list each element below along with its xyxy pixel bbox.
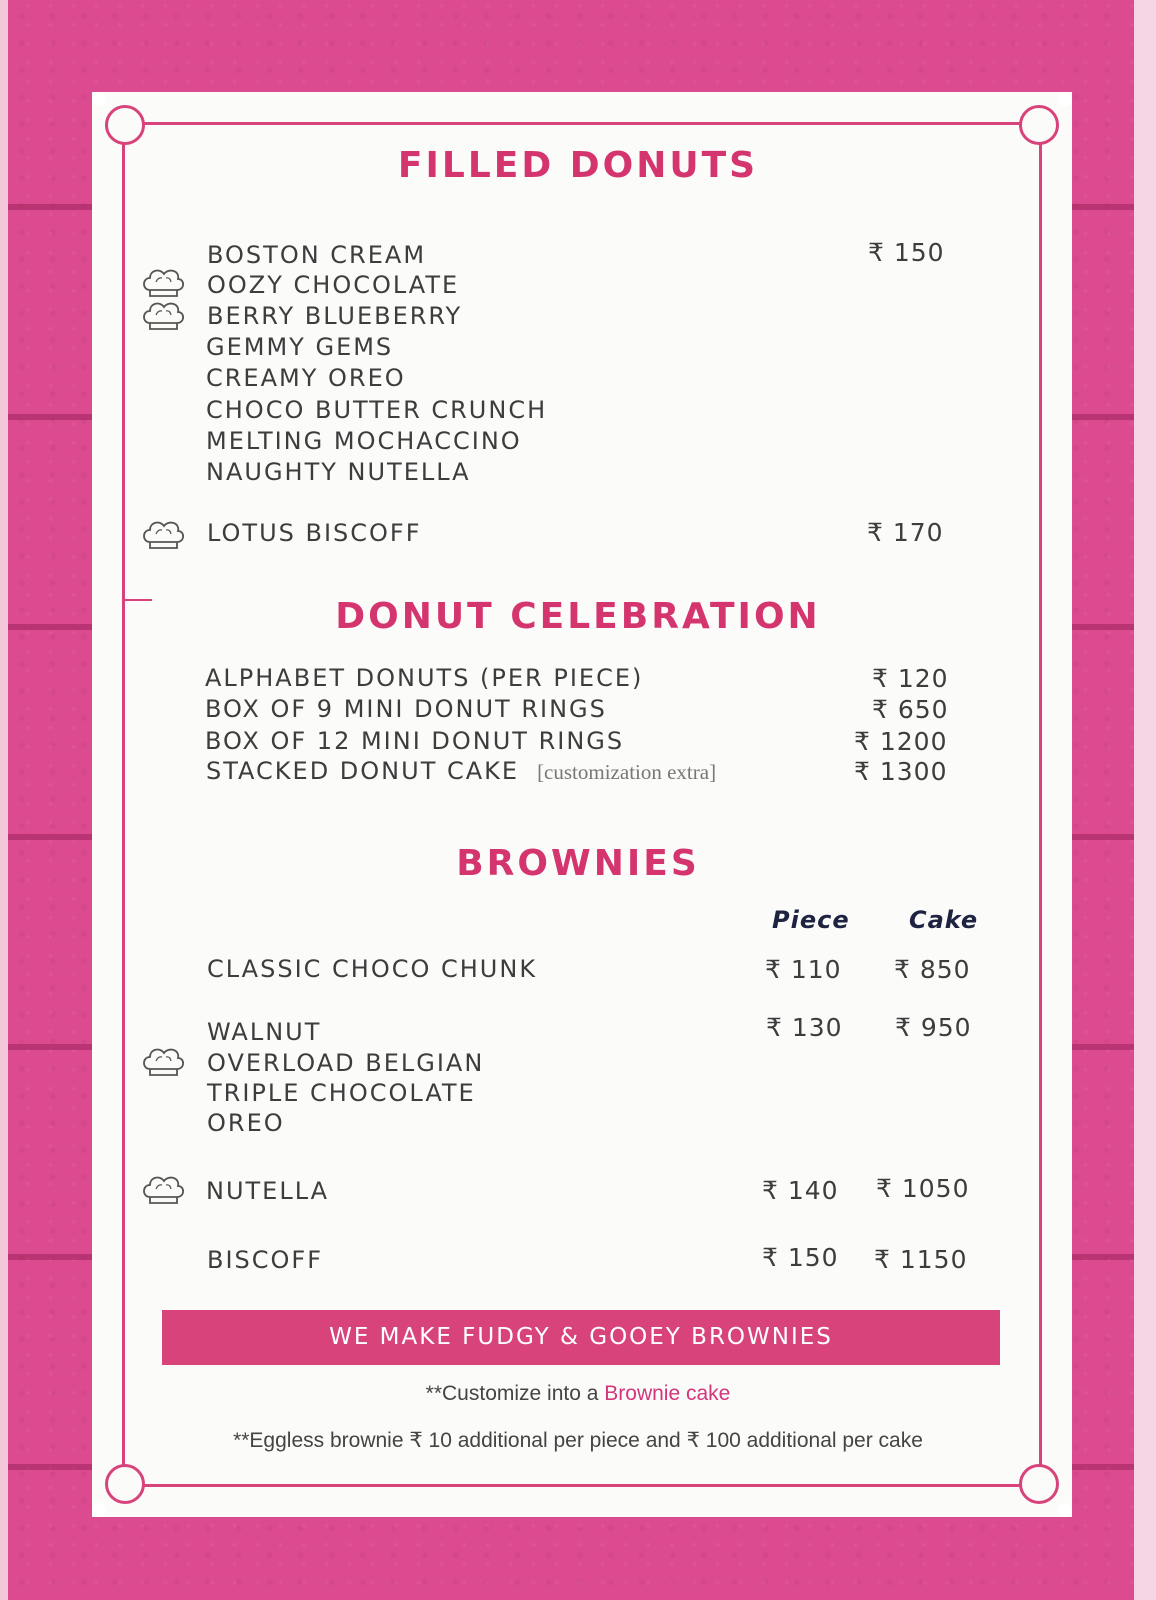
- frame-notch-tl: [105, 105, 145, 145]
- price-label: ₹ 1300: [854, 757, 948, 786]
- frame-notch-br: [1019, 1464, 1059, 1504]
- piece-price: ₹ 140: [762, 1176, 839, 1205]
- price-label: ₹ 170: [867, 518, 944, 547]
- corner-dot-br: [1058, 1503, 1072, 1517]
- menu-item: TRIPLE CHOCOLATE: [207, 1079, 476, 1107]
- chef-hat-icon: [140, 518, 186, 552]
- price-label: ₹ 650: [872, 695, 949, 724]
- price-label: ₹ 150: [868, 238, 945, 267]
- filled-donuts-heading: FILLED DONUTS: [397, 145, 759, 186]
- celebration-heading: DONUT CELEBRATION: [335, 596, 821, 637]
- customize-note-text: **Customize into a: [425, 1382, 605, 1405]
- brownie-cake-link: Brownie cake: [604, 1382, 731, 1405]
- right-edge-strip: [1134, 0, 1156, 1600]
- customization-note: [customization extra]: [537, 760, 717, 784]
- menu-item: WALNUT: [207, 1018, 322, 1046]
- menu-item: CHOCO BUTTER CRUNCH: [206, 396, 548, 424]
- corner-dot-tl: [92, 92, 106, 106]
- cake-price: ₹ 850: [894, 955, 971, 984]
- menu-item: BISCOFF: [207, 1246, 324, 1274]
- chef-hat-icon: [140, 299, 186, 333]
- price-label: ₹ 1200: [854, 727, 948, 756]
- menu-item: NAUGHTY NUTELLA: [206, 458, 471, 486]
- chef-hat-icon: [140, 1045, 186, 1079]
- menu-item: MELTING MOCHACCINO: [206, 427, 522, 455]
- menu-item: NUTELLA: [206, 1177, 330, 1205]
- menu-item-name: STACKED DONUT CAKE: [206, 757, 520, 785]
- customize-note: [0, 1382, 1156, 1406]
- menu-item: OREO: [207, 1109, 285, 1137]
- menu-item: CREAMY OREO: [206, 364, 406, 392]
- cake-price: ₹ 950: [895, 1013, 972, 1042]
- piece-price: ₹ 130: [766, 1013, 843, 1042]
- chef-hat-icon: [140, 266, 186, 300]
- menu-item: LOTUS BISCOFF: [207, 519, 422, 547]
- menu-item: GEMMY GEMS: [206, 333, 394, 361]
- menu-item: OVERLOAD BELGIAN: [207, 1049, 485, 1077]
- brownies-heading: BROWNIES: [456, 843, 700, 884]
- menu-item: BOX OF 9 MINI DONUT RINGS: [205, 695, 607, 723]
- menu-item: [206, 757, 716, 785]
- frame-notch-bl: [105, 1464, 145, 1504]
- corner-dot-bl: [92, 1503, 106, 1517]
- brownies-banner: WE MAKE FUDGY & GOOEY BROWNIES: [162, 1310, 1000, 1365]
- menu-item: ALPHABET DONUTS (PER PIECE): [205, 664, 644, 692]
- cake-column-header: Cake: [909, 906, 979, 934]
- left-edge-strip: [0, 0, 8, 1600]
- piece-price: ₹ 110: [765, 955, 842, 984]
- eggless-note: **Eggless brownie ₹ 10 additional per piece and ₹ 100 additional per cake: [233, 1429, 923, 1452]
- piece-price: ₹ 150: [762, 1243, 839, 1272]
- menu-item: OOZY CHOCOLATE: [207, 271, 460, 299]
- frame-notch-tr: [1019, 105, 1059, 145]
- corner-dot-tr: [1058, 92, 1072, 106]
- price-label: ₹ 120: [872, 664, 949, 693]
- cake-price: ₹ 1050: [876, 1174, 970, 1203]
- piece-column-header: Piece: [772, 906, 850, 934]
- menu-item: CLASSIC CHOCO CHUNK: [207, 955, 538, 983]
- menu-item: BOSTON CREAM: [207, 241, 427, 269]
- cake-price: ₹ 1150: [874, 1245, 968, 1274]
- menu-item: BERRY BLUEBERRY: [207, 302, 463, 330]
- menu-item: BOX OF 12 MINI DONUT RINGS: [205, 727, 625, 755]
- chef-hat-icon: [140, 1173, 186, 1207]
